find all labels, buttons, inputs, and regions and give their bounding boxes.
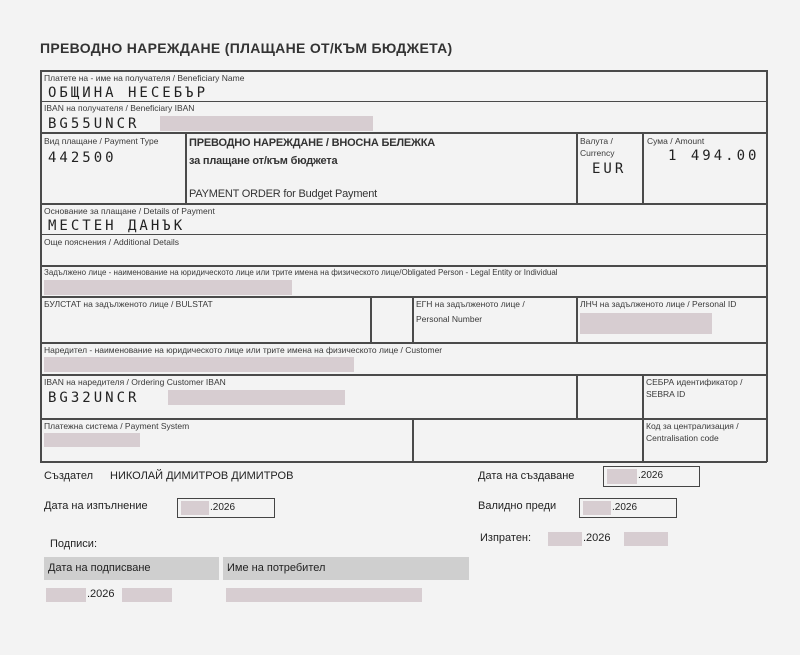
beneficiary-name-label: Платете на - име на получателя / Beneficiary Name <box>44 73 245 83</box>
created-date-label: Дата на създаване <box>478 470 575 482</box>
redacted-sent-time <box>624 532 668 546</box>
beneficiary-name-value: ОБЩИНА НЕСЕБЪР <box>48 85 209 101</box>
amount-label: Сума / Amount <box>647 136 705 146</box>
creator-label: Създател <box>44 470 94 482</box>
ordering-iban-label: IBAN на наредителя / Ordering Customer IBAN <box>44 377 226 387</box>
sebra-label-en: SEBRA ID <box>646 389 686 399</box>
redacted-date <box>181 501 209 515</box>
divider <box>40 132 767 134</box>
details-value: МЕСТЕН ДАНЪК <box>48 218 186 234</box>
divider <box>412 296 414 343</box>
beneficiary-iban-label: IBAN на получателя / Beneficiary IBAN <box>44 103 195 113</box>
redacted-personal-id <box>580 313 712 334</box>
page-title: ПРЕВОДНО НАРЕЖДАНЕ (ПЛАЩАНЕ ОТ/КЪМ БЮДЖЕТА) <box>40 40 453 56</box>
details-label: Основание за плащане / Details of Payment <box>44 206 215 216</box>
divider <box>40 296 767 298</box>
execution-date-field <box>177 498 275 518</box>
amount-value: 1 494.00 <box>668 148 760 164</box>
valid-before-label: Валидно преди <box>478 500 557 512</box>
redacted-iban <box>160 116 373 131</box>
currency-value: EUR <box>592 161 627 177</box>
user-name-header: Име на потребител <box>223 557 469 580</box>
redacted-date <box>607 469 637 484</box>
redacted-customer <box>44 357 354 372</box>
currency-label: Валута / <box>580 136 613 146</box>
divider <box>40 101 767 102</box>
order-title-en: PAYMENT ORDER for Budget Payment <box>189 188 378 200</box>
divider <box>642 132 644 204</box>
redacted-sent-date <box>548 532 582 546</box>
sebra-label: СЕБРА идентификатор / <box>646 377 743 387</box>
sent-value: .2026 <box>583 532 611 544</box>
divider <box>576 374 578 419</box>
execution-date-label: Дата на изпълнение <box>44 500 148 512</box>
redacted-ordering-iban <box>168 390 345 405</box>
created-date-field <box>603 466 700 487</box>
divider <box>40 203 767 205</box>
ordering-iban-value: BG32UNCR <box>48 390 140 406</box>
obligated-person-label: Задължено лице - наименование на юридическото лице или трите имена на физическото лице/Obligated Person - Legal Entity or Individual <box>44 268 558 277</box>
centralisation-label: Код за централизация / <box>646 421 739 431</box>
divider <box>40 418 767 420</box>
sent-label: Изпратен: <box>480 532 532 544</box>
divider <box>40 374 767 376</box>
currency-label-en: Currency <box>580 148 615 158</box>
valid-before-field <box>579 498 677 518</box>
valid-before-value: .2026 <box>612 502 638 513</box>
divider <box>642 374 644 462</box>
creator-name: НИКОЛАЙ ДИМИТРОВ ДИМИТРОВ <box>110 470 294 482</box>
redacted-date <box>583 501 611 515</box>
payment-type-value: 442500 <box>48 150 117 166</box>
order-title-bg: ПРЕВОДНО НАРЕЖДАНЕ / ВНОСНА БЕЛЕЖКА <box>189 137 436 149</box>
divider <box>370 296 372 343</box>
redacted-signing-date <box>46 588 86 602</box>
redacted-signing-time <box>122 588 172 602</box>
divider <box>40 234 767 235</box>
signing-date-header: Дата на подписване <box>44 557 219 580</box>
egn-label-en: Personal Number <box>416 314 483 324</box>
frame-top <box>40 70 767 72</box>
signatures-label: Подписи: <box>50 538 98 550</box>
divider <box>412 418 414 462</box>
execution-date-value: .2026 <box>210 502 236 513</box>
signing-date-value: .2026 <box>87 588 115 600</box>
created-date-value: .2026 <box>638 470 664 481</box>
payment-system-label: Платежна система / Payment System <box>44 421 190 431</box>
divider <box>185 132 187 204</box>
centralisation-label-en: Centralisation code <box>646 433 719 443</box>
redacted-payment-system <box>44 433 140 447</box>
redacted-obligated-person <box>44 280 292 295</box>
customer-label: Наредител - наименование на юридическото лице или трите имена на физическото лице / Customer <box>44 345 443 355</box>
order-subtitle-bg: за плащане от/към бюджета <box>189 155 338 167</box>
egn-label: ЕГН на задълженото лице / <box>416 299 525 309</box>
redacted-user-name <box>226 588 422 602</box>
additional-details-label: Още пояснения / Additional Details <box>44 237 180 247</box>
frame-bottom <box>40 461 767 463</box>
divider <box>40 265 767 267</box>
bulstat-label: БУЛСТАТ на задълженото лице / BULSTAT <box>44 299 213 309</box>
divider <box>40 342 767 344</box>
beneficiary-iban-value: BG55UNCR <box>48 116 140 132</box>
lnch-label: ЛНЧ на задълженото лице / Personal ID <box>580 299 737 309</box>
payment-type-label: Вид плащане / Payment Type <box>44 136 159 146</box>
divider <box>576 296 578 343</box>
divider <box>576 132 578 204</box>
